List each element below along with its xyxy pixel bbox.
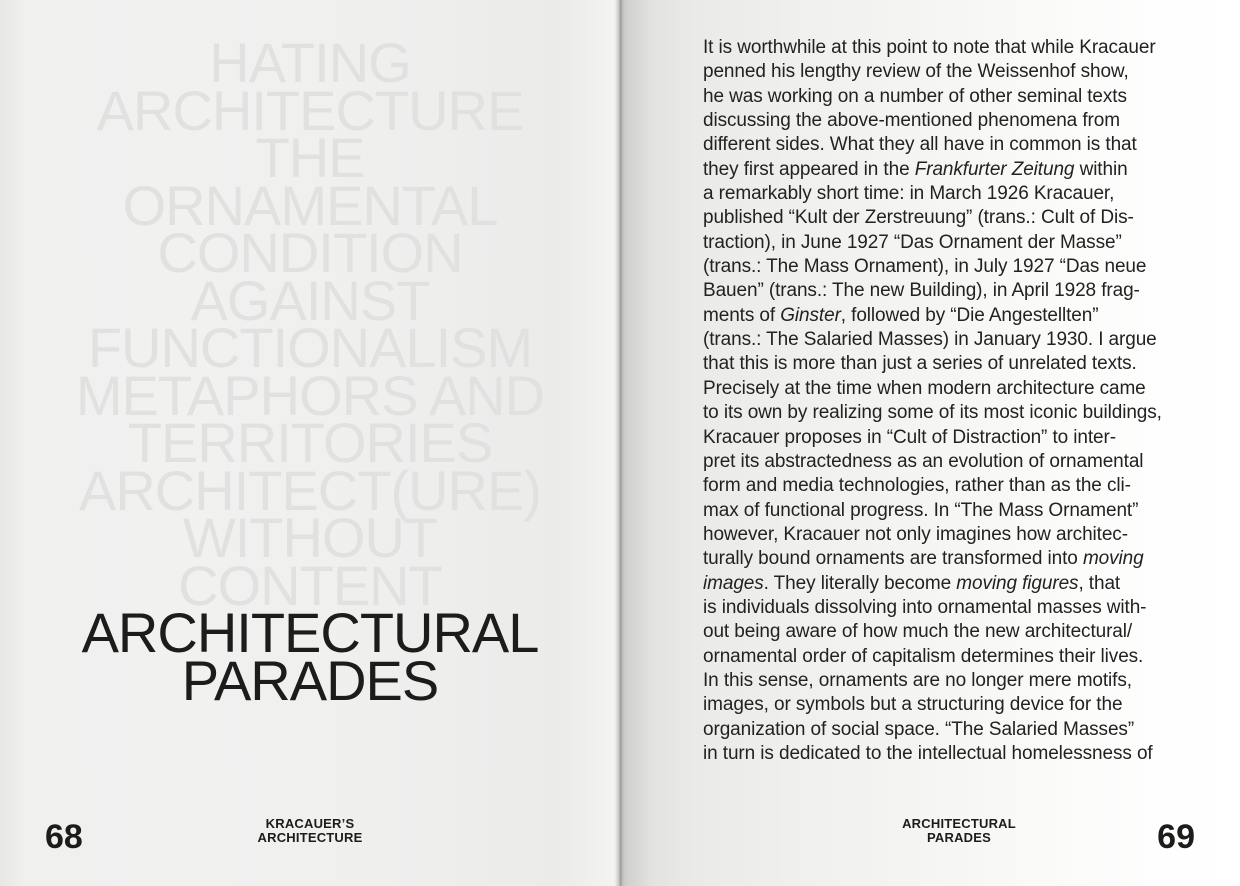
body-text-line (703, 742, 1215, 766)
page-number-left: 68 (45, 818, 83, 856)
page-number-right: 69 (1157, 818, 1195, 856)
running-title-line: KRACAUER’S (265, 816, 355, 831)
watermark-line: ARCHITECTURE (96, 78, 524, 142)
body-text-segment: (trans.: The Salaried Masses) in January 1930. I argue (703, 329, 1157, 351)
body-text-line (703, 596, 1215, 620)
body-text-segment: Kracauer proposes in “Cult of Distraction” to inter- (703, 426, 1116, 448)
body-text-line (703, 182, 1215, 206)
body-text-segment: they first appeared in the (703, 158, 915, 180)
body-text-segment: ments of (703, 304, 781, 326)
body-text-segment: images, or symbols but a structuring device for the (703, 694, 1123, 716)
body-text-segment: a remarkably short time: in March 1926 Kracauer, (703, 183, 1115, 205)
body-text-segment: max of functional progress. In “The Mass Ornament” (703, 499, 1139, 521)
body-text-segment: traction), in June 1927 “Das Ornament der Masse” (703, 231, 1122, 253)
body-italic-segment: moving figures (956, 572, 1079, 594)
body-text-line (703, 36, 1215, 60)
body-text-line (703, 377, 1215, 401)
body-text-line (703, 474, 1215, 498)
body-text-segment: within (1074, 158, 1128, 180)
body-text-line (703, 158, 1215, 182)
running-title-left (0, 817, 620, 844)
body-text-segment: out being aware of how much the new architectural/ (703, 621, 1133, 643)
body-text-segment: however, Kracauer not only imagines how architec- (703, 523, 1128, 545)
body-text-segment: is individuals dissolving into ornamental masses with- (703, 596, 1147, 618)
body-text-line (703, 60, 1215, 84)
body-text-segment: discussing the above-mentioned phenomena from (703, 110, 1120, 132)
running-title-line: PARADES (926, 829, 991, 845)
body-text-segment: in turn is dedicated to the intellectual homelessness of (703, 742, 1153, 764)
body-text-line (703, 645, 1215, 669)
body-text-segment: penned his lengthy review of the Weissenhof show, (703, 61, 1129, 83)
body-text (703, 36, 1215, 766)
body-italic-segment: images (703, 572, 764, 594)
body-text-line (703, 133, 1215, 157)
body-text-line (703, 718, 1215, 742)
body-text-line (703, 109, 1215, 133)
body-text-segment: that this is more than just a series of unrelated texts. (703, 353, 1137, 375)
body-text-segment: turally bound ornaments are transformed into (703, 548, 1083, 570)
watermark-line: AGAINST (190, 268, 430, 332)
running-title-right (703, 817, 1215, 844)
body-text-line (703, 231, 1215, 255)
body-text-line (703, 669, 1215, 693)
watermark-line: CONDITION (157, 221, 463, 284)
watermark-line: ARCHITECT(URE) (79, 458, 541, 522)
body-text-line (703, 401, 1215, 425)
body-text-line (703, 572, 1215, 596)
chapter-title-stack (0, 31, 620, 712)
body-text-line (703, 328, 1215, 352)
body-text-segment: , that (1078, 572, 1121, 594)
watermark-line: METAPHORS AND (75, 363, 545, 427)
body-text-line (703, 620, 1215, 644)
body-text-segment: . They literally become (763, 572, 957, 594)
body-text-line (703, 450, 1215, 474)
body-text-segment: ornamental order of capitalism determines their lives. (703, 645, 1144, 667)
watermark-line: HATING (209, 31, 411, 94)
body-text-segment: different sides. What they all have in common is that (703, 134, 1137, 156)
body-text-segment: In this sense, ornaments are no longer mere motifs, (703, 669, 1132, 691)
body-text-line (703, 255, 1215, 279)
body-text-segment: (trans.: The Mass Ornament), in July 1927 “Das neue (703, 256, 1147, 278)
body-text-segment: Bauen” (trans.: The new Building), in April 1928 frag- (703, 280, 1140, 302)
body-text-segment: published “Kult der Zerstreuung” (trans.: Cult of Dis- (703, 207, 1134, 229)
chapter-title-line: PARADES (181, 648, 439, 712)
chapter-title-line: ARCHITECTURAL (81, 601, 539, 664)
body-text-segment: pret its abstractedness as an evolution of ornamental (703, 450, 1144, 472)
body-text-line (703, 85, 1215, 109)
body-italic-segment: Ginster (780, 304, 841, 326)
body-text-line (703, 304, 1215, 328)
watermark-line: FUNCTIONALISM (87, 316, 533, 379)
body-text-segment: Precisely at the time when modern architecture came (703, 377, 1146, 399)
watermark-line: TERRITORIES (127, 411, 493, 474)
body-text-segment: It is worthwhile at this point to note that while Kracauer (703, 37, 1156, 58)
body-italic-segment: Frankfurter Zeitung (914, 158, 1075, 180)
body-text-segment: organization of social space. “The Salaried Masses” (703, 718, 1135, 740)
body-text-line (703, 352, 1215, 376)
body-text-line (703, 499, 1215, 523)
body-text-segment: , followed by “Die Angestellten” (840, 304, 1099, 326)
body-text-segment: he was working on a number of other seminal texts (703, 85, 1127, 107)
body-text-line (703, 279, 1215, 303)
running-title-line: ARCHITECTURE (257, 829, 363, 845)
body-text-line (703, 693, 1215, 717)
watermark-line: THE (255, 126, 365, 189)
body-text-segment: to its own by realizing some of its most iconic buildings, (703, 402, 1162, 424)
right-page (620, 0, 1240, 886)
body-text-line (703, 206, 1215, 230)
body-text-line (703, 426, 1215, 450)
body-text-line (703, 547, 1215, 571)
body-text-line (703, 523, 1215, 547)
body-italic-segment: moving (1082, 548, 1144, 570)
running-title-line: ARCHITECTURAL (902, 816, 1016, 831)
watermark-line: CONTENT (178, 553, 442, 617)
watermark-line: ORNAMENTAL (122, 173, 498, 237)
body-text-segment: form and media technologies, rather than as the cli- (703, 475, 1131, 497)
watermark-line: WITHOUT (182, 506, 438, 569)
